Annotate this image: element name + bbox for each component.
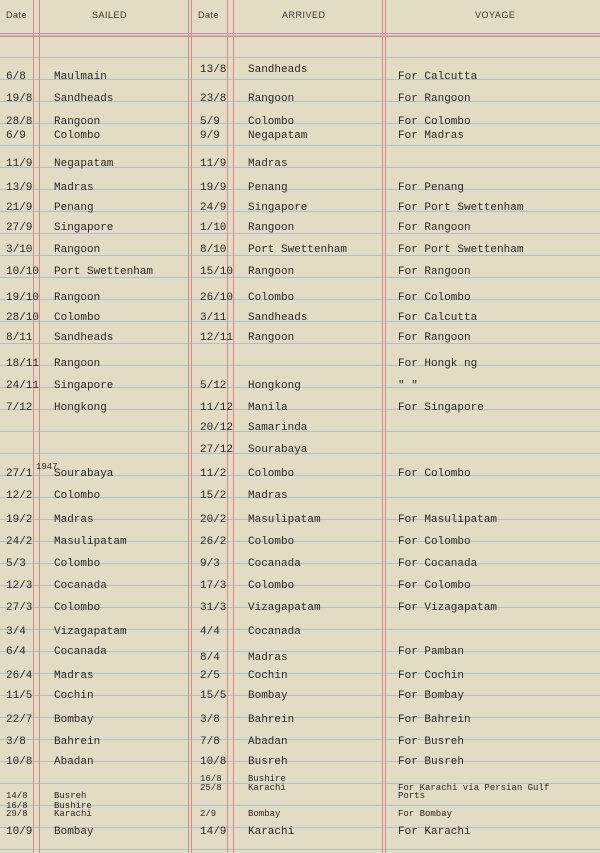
arrived-port: Masulipatam [248,514,321,526]
sailed-port: Colombo [54,490,101,502]
sailed-port: Rangoon [54,116,101,128]
sailed-date: 27/9 [6,222,33,234]
voyage-note: For Singapore [398,402,484,414]
voyage-note: For Busreh [398,736,465,748]
voyage-note: For Madras [398,130,465,142]
column-rule [188,0,189,853]
column-rule [39,0,40,853]
arrived-port: Cochin [248,670,288,682]
sailed-port: Sandheads [54,93,114,105]
sailed-port: Cochin [54,690,94,702]
arrived-date: 3/11 [200,312,227,324]
arrived-port: Colombo [248,536,295,548]
arrived-port: Bushire [248,774,286,784]
sailed-port: Colombo [54,130,101,142]
sailed-date: 12/3 [6,580,33,592]
arrived-port: Rangoon [248,93,295,105]
arrived-port: Madras [248,158,288,170]
arrived-date: 7/8 [200,736,220,748]
arrived-date: 3/8 [200,714,220,726]
sailed-port: Sourabaya [54,468,114,480]
sailed-date: 3/4 [6,626,26,638]
voyage-note: For Port Swettenham [398,244,524,256]
voyage-note: For Penang [398,182,465,194]
column-rule [33,0,34,853]
arrived-date: 23/8 [200,93,227,105]
sailed-port: Karachi [54,809,92,819]
sailed-port: Rangoon [54,292,101,304]
column-rule [382,0,383,853]
voyage-note: For Rangoon [398,93,471,105]
sailed-date: 22/7 [6,714,33,726]
voyage-note: For Calcutta [398,71,478,83]
arrived-port: Cocanada [248,558,301,570]
voyage-note: " " [398,380,418,392]
sailed-date: 6/8 [6,71,26,83]
column-rule [233,0,234,853]
sailed-date: 14/8 [6,791,28,801]
voyage-note: For Pamban [398,646,465,658]
sailed-port: Vizagapatam [54,626,127,638]
sailed-date: 10/9 [6,826,33,838]
sailed-date: 28/10 [6,312,40,324]
arrived-port: Port Swettenham [248,244,348,256]
arrived-port: Cocanada [248,626,301,638]
header-rule [0,36,600,37]
arrived-date: 5/12 [200,380,227,392]
sailed-date: 21/9 [6,202,33,214]
voyage-note: For Colombo [398,292,471,304]
voyage-note: For Masulipatam [398,514,498,526]
arrived-date: 5/9 [200,116,220,128]
sailed-date: 12/2 [6,490,33,502]
header-date-sailed: Date [6,10,28,20]
sailed-port: Cocanada [54,580,107,592]
voyage-note: For Hongk ng [398,358,478,370]
arrived-port: Colombo [248,580,295,592]
sailed-port: Maulmain [54,71,107,83]
header-rule [0,33,600,34]
arrived-date: 12/11 [200,332,234,344]
arrived-date: 26/2 [200,536,227,548]
voyage-note: For Cochin [398,670,465,682]
arrived-date: 31/3 [200,602,227,614]
sailed-date: 28/8 [6,116,33,128]
column-rule [385,0,386,853]
arrived-port: Hongkong [248,380,301,392]
sailed-port: Madras [54,670,94,682]
arrived-port: Samarinda [248,422,308,434]
sailed-port: Colombo [54,312,101,324]
sailed-date: 10/10 [6,266,40,278]
header-sailed: SAILED [92,10,128,20]
sailed-date: 24/2 [6,536,33,548]
sailed-date: 27/1 [6,468,33,480]
arrived-port: Rangoon [248,332,295,344]
arrived-port: Colombo [248,292,295,304]
voyage-note: For Port Swettenham [398,202,524,214]
voyage-note: For Cocanada [398,558,478,570]
arrived-port: Sandheads [248,312,308,324]
sailed-port: Cocanada [54,646,107,658]
sailed-date: 10/8 [6,756,33,768]
arrived-port: Abadan [248,736,288,748]
arrived-date: 13/8 [200,64,227,76]
sailed-port: Bahrein [54,736,101,748]
arrived-date: 20/2 [200,514,227,526]
sailed-port: Rangoon [54,244,101,256]
arrived-date: 4/4 [200,626,220,638]
sailed-date: 27/3 [6,602,33,614]
arrived-date: 8/10 [200,244,227,256]
sailed-port: Colombo [54,558,101,570]
header-voyage: VOYAGE [475,10,516,20]
voyage-note: For Colombo [398,468,471,480]
sailed-date: 29/8 [6,809,28,819]
sailed-port: Rangoon [54,358,101,370]
arrived-date: 27/12 [200,444,234,456]
arrived-port: Vizagapatam [248,602,321,614]
arrived-date: 20/12 [200,422,234,434]
voyage-note: For Bombay [398,690,465,702]
voyage-note: For Bahrein [398,714,471,726]
arrived-port: Sandheads [248,64,308,76]
sailed-date: 11/5 [6,690,33,702]
arrived-date: 1/10 [200,222,227,234]
sailed-port: Bushire [54,801,92,811]
sailed-date: 19/2 [6,514,33,526]
header-arrived: ARRIVED [282,10,326,20]
voyage-note: For Karachi via Persian Gulf [398,783,550,793]
arrived-port: Colombo [248,468,295,480]
arrived-date: 15/10 [200,266,234,278]
arrived-date: 10/8 [200,756,227,768]
sailed-date: 6/4 [6,646,26,658]
sailed-port: Sandheads [54,332,114,344]
sailed-port: Abadan [54,756,94,768]
voyage-note: For Colombo [398,536,471,548]
column-rule [191,0,192,853]
sailed-port: Singapore [54,380,114,392]
arrived-port: Penang [248,182,288,194]
arrived-date: 2/9 [200,809,217,819]
sailed-date: 7/12 [6,402,33,414]
arrived-port: Karachi [248,826,295,838]
sailed-date: 6/9 [6,130,26,142]
header-date-arrived: Date [198,10,220,20]
arrived-port: Singapore [248,202,308,214]
sailed-port: Port Swettenham [54,266,154,278]
voyage-note: Ports [398,791,426,801]
arrived-port: Bombay [248,809,281,819]
voyage-note: For Colombo [398,580,471,592]
arrived-port: Bombay [248,690,288,702]
sailed-port: Busreh [54,791,87,801]
arrived-port: Manila [248,402,288,414]
arrived-date: 15/2 [200,490,227,502]
arrived-date: 19/9 [200,182,227,194]
arrived-date: 9/9 [200,130,220,142]
arrived-port: Negapatam [248,130,308,142]
arrived-date: 16/8 [200,774,222,784]
sailed-date: 26/4 [6,670,33,682]
voyage-note: For Calcutta [398,312,478,324]
voyage-note: For Karachi [398,826,471,838]
sailed-port: Bombay [54,826,94,838]
arrived-port: Bahrein [248,714,295,726]
arrived-date: 2/5 [200,670,220,682]
year-mark: 1947 [36,462,58,472]
sailed-port: Colombo [54,602,101,614]
sailed-port: Masulipatam [54,536,127,548]
arrived-date: 14/9 [200,826,227,838]
arrived-date: 11/2 [200,468,227,480]
arrived-date: 15/5 [200,690,227,702]
sailed-date: 8/11 [6,332,33,344]
arrived-port: Rangoon [248,222,295,234]
arrived-date: 8/4 [200,652,220,664]
sailed-date: 5/3 [6,558,26,570]
arrived-date: 17/3 [200,580,227,592]
arrived-port: Karachi [248,783,286,793]
voyage-note: For Rangoon [398,266,471,278]
arrived-port: Madras [248,652,288,664]
voyage-note: For Colombo [398,116,471,128]
voyage-note: For Rangoon [398,332,471,344]
voyage-note: For Bombay [398,809,453,819]
arrived-date: 25/8 [200,783,222,793]
sailed-date: 16/8 [6,801,28,811]
sailed-date: 19/8 [6,93,33,105]
sailed-date: 19/10 [6,292,40,304]
sailed-port: Madras [54,514,94,526]
arrived-date: 11/9 [200,158,227,170]
sailed-date: 18/11 [6,358,40,370]
voyage-note: For Vizagapatam [398,602,498,614]
sailed-port: Singapore [54,222,114,234]
arrived-port: Madras [248,490,288,502]
sailed-date: 3/8 [6,736,26,748]
voyage-note: For Busreh [398,756,465,768]
arrived-port: Rangoon [248,266,295,278]
sailed-port: Bombay [54,714,94,726]
sailed-port: Hongkong [54,402,107,414]
arrived-date: 9/3 [200,558,220,570]
sailed-port: Penang [54,202,94,214]
sailed-port: Madras [54,182,94,194]
arrived-port: Sourabaya [248,444,308,456]
voyage-note: For Rangoon [398,222,471,234]
arrived-date: 11/12 [200,402,234,414]
sailed-port: Negapatam [54,158,114,170]
sailed-date: 13/9 [6,182,33,194]
sailed-date: 3/10 [6,244,33,256]
arrived-port: Colombo [248,116,295,128]
arrived-date: 24/9 [200,202,227,214]
arrived-date: 26/10 [200,292,234,304]
arrived-port: Busreh [248,756,288,768]
sailed-date: 11/9 [6,158,33,170]
sailed-date: 24/11 [6,380,40,392]
